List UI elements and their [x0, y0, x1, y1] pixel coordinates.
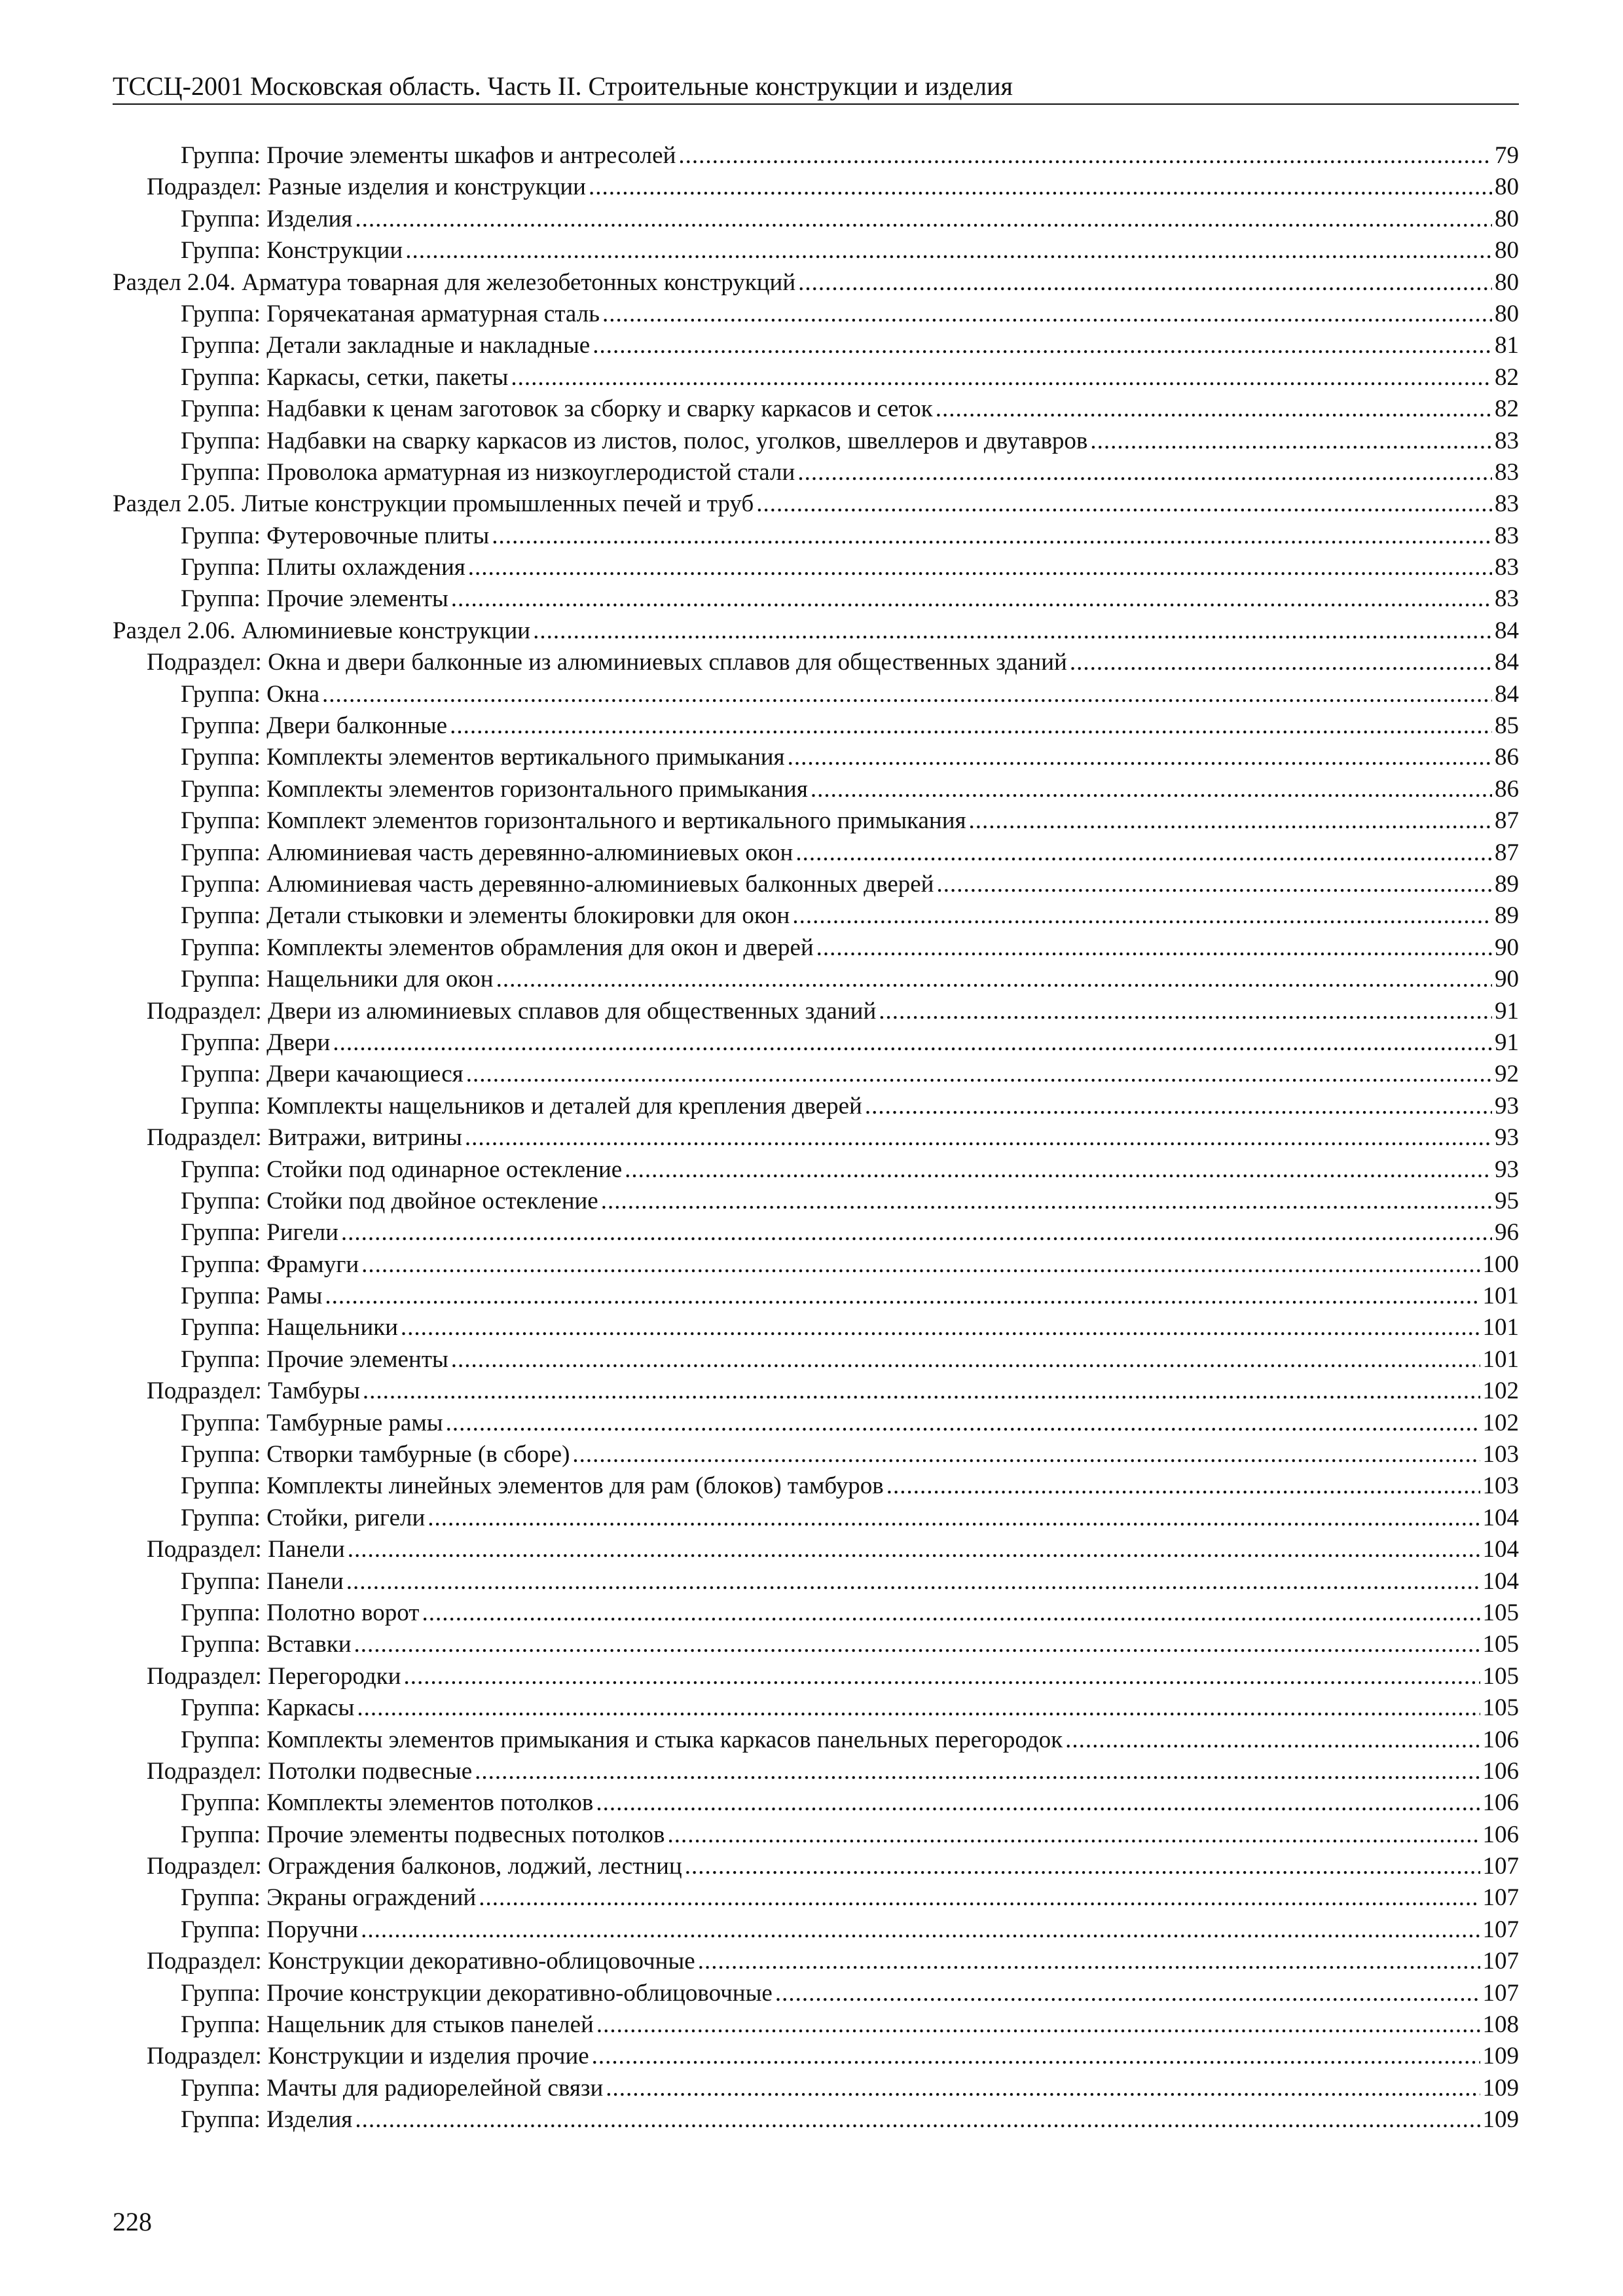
toc-entry-label: Группа: Стойки под двойное остекление — [181, 1187, 598, 1214]
toc-entry-page: 90 — [1495, 934, 1519, 961]
toc-entry[interactable] — [113, 710, 1519, 742]
toc-entry-label: Подраздел: Конструкции и изделия прочие — [147, 2043, 589, 2070]
toc-entry-label: Группа: Комплекты элементов обрамления для окон и дверей — [181, 934, 814, 961]
toc-leader-dots — [475, 1756, 1480, 1787]
toc-entry-label: Группа: Комплекты элементов вертикального примыкания — [181, 744, 785, 771]
toc-entry-page: 93 — [1495, 1092, 1519, 1120]
toc-entry[interactable] — [113, 520, 1519, 552]
toc-leader-dots — [496, 964, 1492, 995]
toc-entry-label: Группа: Экраны ограждений — [181, 1884, 477, 1912]
toc-entry-page: 81 — [1495, 332, 1519, 359]
toc-entry[interactable] — [113, 299, 1519, 330]
toc-entry[interactable] — [113, 996, 1519, 1027]
toc-leader-dots — [592, 2041, 1480, 2072]
toc-entry[interactable] — [113, 1470, 1519, 1502]
toc-entry-page: 83 — [1495, 458, 1519, 486]
toc-entry[interactable] — [113, 964, 1519, 995]
toc-entry-page: 107 — [1482, 1916, 1519, 1943]
toc-entry-page: 100 — [1482, 1250, 1519, 1278]
toc-entry-page: 107 — [1482, 1884, 1519, 1912]
toc-entry-page: 80 — [1495, 237, 1519, 264]
toc-leader-dots — [363, 1376, 1480, 1407]
toc-entry-label: Подраздел: Ограждения балконов, лоджий, лестниц — [147, 1853, 682, 1880]
toc-leader-dots — [678, 140, 1492, 172]
toc-entry[interactable] — [113, 1249, 1519, 1281]
toc-leader-dots — [788, 742, 1492, 773]
toc-entry[interactable] — [113, 1566, 1519, 1597]
toc-entry-page: 84 — [1495, 680, 1519, 708]
toc-leader-dots — [357, 1692, 1480, 1724]
toc-leader-dots — [572, 1439, 1480, 1470]
toc-entry-label: Группа: Плиты охлаждения — [181, 554, 465, 581]
toc-entry[interactable] — [113, 2041, 1519, 2072]
toc-entry-page: 101 — [1482, 1283, 1519, 1310]
toc-entry-label: Группа: Надбавки к ценам заготовок за сборку и сварку каркасов и сеток — [181, 395, 933, 423]
toc-entry[interactable] — [113, 267, 1519, 299]
toc-entry[interactable] — [113, 1978, 1519, 2009]
toc-entry-page: 83 — [1495, 554, 1519, 581]
toc-leader-dots — [798, 267, 1492, 299]
toc-entry[interactable] — [113, 172, 1519, 203]
toc-entry-page: 83 — [1495, 490, 1519, 518]
toc-entry-label: Группа: Окна — [181, 680, 320, 708]
toc-entry-page: 80 — [1495, 173, 1519, 201]
toc-entry[interactable] — [113, 742, 1519, 773]
toc-entry[interactable] — [113, 488, 1519, 520]
toc-leader-dots — [625, 1154, 1492, 1186]
toc-entry-page: 84 — [1495, 649, 1519, 676]
toc-entry-label: Подраздел: Потолки подвесные — [147, 1757, 473, 1785]
toc-entry-label: Группа: Вставки — [181, 1631, 352, 1658]
toc-entry-label: Группа: Комплекты элементов примыкания и стыка каркасов панельных перегородок — [181, 1726, 1063, 1753]
toc-leader-dots — [333, 1027, 1492, 1059]
toc-entry[interactable] — [113, 1281, 1519, 1312]
toc-entry-page: 82 — [1495, 363, 1519, 391]
toc-leader-dots — [341, 1217, 1492, 1248]
toc-entry[interactable] — [113, 583, 1519, 615]
toc-entry-page: 108 — [1482, 2011, 1519, 2039]
toc-entry[interactable] — [113, 1787, 1519, 1819]
toc-leader-dots — [797, 457, 1492, 488]
toc-entry-label: Подраздел: Тамбуры — [147, 1377, 360, 1405]
toc-entry[interactable] — [113, 362, 1519, 393]
toc-entry-label: Группа: Прочие элементы шкафов и антресолей — [181, 142, 676, 169]
toc-entry-label: Группа: Рамы — [181, 1283, 323, 1310]
toc-entry[interactable] — [113, 1217, 1519, 1248]
toc-entry-page: 104 — [1482, 1536, 1519, 1563]
toc-leader-dots — [811, 774, 1492, 805]
toc-entry-label: Подраздел: Конструкции декоративно-облицовочные — [147, 1948, 695, 1975]
toc-entry[interactable] — [113, 1724, 1519, 1756]
toc-leader-dots — [468, 552, 1492, 583]
toc-entry[interactable] — [113, 1819, 1519, 1851]
toc-entry[interactable] — [113, 2104, 1519, 2136]
toc-leader-dots — [886, 1470, 1480, 1502]
toc-leader-dots — [756, 488, 1492, 520]
toc-entry-page: 106 — [1482, 1789, 1519, 1817]
toc-entry-page: 109 — [1482, 2106, 1519, 2134]
toc-entry-page: 90 — [1495, 966, 1519, 993]
toc-entry-label: Группа: Комплекты элементов горизонтального примыкания — [181, 775, 808, 803]
toc-entry-page: 103 — [1482, 1472, 1519, 1500]
toc-entry-page: 103 — [1482, 1441, 1519, 1468]
toc-entry-label: Группа: Конструкции — [181, 237, 403, 264]
toc-entry[interactable] — [113, 1597, 1519, 1629]
toc-leader-dots — [428, 1503, 1480, 1534]
toc-entry-label: Группа: Створки тамбурные (в сборе) — [181, 1441, 570, 1468]
toc-entry[interactable] — [113, 426, 1519, 457]
toc-entry-label: Группа: Тамбурные рамы — [181, 1409, 443, 1436]
toc-entry-label: Группа: Комплекты линейных элементов для рам (блоков) тамбуров — [181, 1472, 884, 1500]
toc-leader-dots — [354, 1629, 1480, 1660]
toc-entry-page: 84 — [1495, 617, 1519, 644]
toc-entry-label: Группа: Нащельники для окон — [181, 966, 494, 993]
toc-entry[interactable] — [113, 647, 1519, 678]
toc-entry[interactable] — [113, 1091, 1519, 1122]
toc-leader-dots — [775, 1978, 1480, 2009]
toc-entry-page: 107 — [1482, 1853, 1519, 1880]
toc-entry-label: Группа: Двери — [181, 1029, 331, 1056]
toc-entry-page: 95 — [1495, 1187, 1519, 1214]
toc-entry-page: 101 — [1482, 1345, 1519, 1373]
toc-entry[interactable] — [113, 1312, 1519, 1343]
toc-leader-dots — [479, 1882, 1480, 1914]
toc-entry-page: 79 — [1495, 142, 1519, 169]
toc-entry-label: Группа: Прочие конструкции декоративно-облицовочные — [181, 1979, 773, 2007]
toc-entry-label: Группа: Изделия — [181, 2106, 353, 2134]
toc-entry[interactable] — [113, 140, 1519, 172]
toc-entry[interactable] — [113, 932, 1519, 964]
toc-leader-dots — [361, 1249, 1480, 1281]
toc-entry-label: Группа: Фрамуги — [181, 1250, 359, 1278]
toc-entry-label: Группа: Прочие элементы — [181, 1345, 448, 1373]
toc-leader-dots — [936, 869, 1492, 900]
toc-leader-dots — [936, 393, 1492, 425]
toc-entry-page: 109 — [1482, 2074, 1519, 2102]
toc-entry-label: Подраздел: Перегородки — [147, 1662, 401, 1690]
toc-entry-page: 83 — [1495, 427, 1519, 454]
toc-leader-dots — [346, 1566, 1480, 1597]
toc-entry[interactable] — [113, 805, 1519, 837]
toc-entry[interactable] — [113, 900, 1519, 932]
toc-leader-dots — [465, 1122, 1492, 1154]
toc-entry-label: Раздел 2.06. Алюминиевые конструкции — [113, 617, 531, 644]
document-title: ТССЦ-2001 Московская область. Часть II. Строительные конструкции и изделия — [113, 71, 1013, 101]
toc-entry-page: 105 — [1482, 1631, 1519, 1658]
toc-entry-page: 91 — [1495, 1029, 1519, 1056]
toc-leader-dots — [589, 172, 1492, 203]
toc-entry[interactable] — [113, 235, 1519, 266]
toc-entry[interactable] — [113, 679, 1519, 710]
toc-entry-page: 106 — [1482, 1726, 1519, 1753]
toc-entry-label: Группа: Ригели — [181, 1219, 338, 1247]
toc-entry[interactable] — [113, 774, 1519, 805]
toc-leader-dots — [606, 2073, 1480, 2104]
toc-entry-page: 85 — [1495, 712, 1519, 740]
toc-entry-page: 105 — [1482, 1599, 1519, 1626]
toc-entry-label: Группа: Детали стыковки и элементы блокировки для окон — [181, 902, 790, 930]
toc-entry-label: Раздел 2.05. Литые конструкции промышленных печей и труб — [113, 490, 754, 518]
toc-entry[interactable] — [113, 1186, 1519, 1217]
toc-leader-dots — [795, 837, 1492, 869]
toc-leader-dots — [446, 1408, 1480, 1439]
toc-leader-dots — [668, 1819, 1480, 1851]
toc-entry[interactable] — [113, 837, 1519, 869]
toc-entry[interactable] — [113, 869, 1519, 900]
toc-leader-dots — [450, 710, 1492, 742]
toc-entry-page: 89 — [1495, 870, 1519, 898]
toc-entry-page: 86 — [1495, 775, 1519, 803]
toc-leader-dots — [1065, 1724, 1480, 1756]
toc-entry-label: Группа: Стойки, ригели — [181, 1504, 426, 1531]
toc-entry-label: Группа: Прочие элементы подвесных потолков — [181, 1821, 665, 1848]
toc-entry-page: 104 — [1482, 1504, 1519, 1531]
toc-leader-dots — [865, 1091, 1492, 1122]
toc-entry-label: Группа: Каркасы — [181, 1694, 355, 1722]
toc-entry-page: 106 — [1482, 1821, 1519, 1848]
toc-entry-label: Группа: Полотно ворот — [181, 1599, 420, 1626]
toc-entry-label: Группа: Алюминиевая часть деревянно-алюминиевых балконных дверей — [181, 870, 934, 898]
toc-leader-dots — [466, 1059, 1492, 1090]
toc-leader-dots — [451, 583, 1492, 615]
toc-entry-page: 105 — [1482, 1662, 1519, 1690]
toc-entry-label: Группа: Двери балконные — [181, 712, 448, 740]
toc-entry-label: Подраздел: Двери из алюминиевых сплавов для общественных зданий — [147, 997, 877, 1025]
toc-entry-label: Группа: Горячекатаная арматурная сталь — [181, 300, 600, 327]
toc-leader-dots — [596, 1787, 1480, 1819]
toc-leader-dots — [698, 1946, 1480, 1977]
toc-leader-dots — [355, 204, 1492, 235]
toc-entry-page: 93 — [1495, 1124, 1519, 1152]
toc-entry-label: Группа: Алюминиевая часть деревянно-алюминиевых окон — [181, 839, 793, 866]
toc-entry-label: Группа: Детали закладные и накладные — [181, 332, 591, 359]
toc-entry-label: Группа: Поручни — [181, 1916, 359, 1943]
toc-entry-label: Группа: Каркасы, сетки, пакеты — [181, 363, 509, 391]
toc-leader-dots — [816, 932, 1492, 964]
toc-entry-page: 107 — [1482, 1979, 1519, 2007]
toc-leader-dots — [451, 1344, 1480, 1376]
toc-leader-dots — [492, 520, 1492, 552]
toc-leader-dots — [403, 1661, 1480, 1692]
toc-entry[interactable] — [113, 330, 1519, 361]
toc-leader-dots — [879, 996, 1492, 1027]
toc-entry-page: 89 — [1495, 902, 1519, 930]
page-header — [113, 68, 1519, 105]
toc-entry-label: Подраздел: Панели — [147, 1536, 345, 1563]
toc-entry-page: 109 — [1482, 2043, 1519, 2070]
toc-entry-label: Подраздел: Витражи, витрины — [147, 1124, 462, 1152]
toc-entry-page: 91 — [1495, 997, 1519, 1025]
toc-entry[interactable] — [113, 393, 1519, 425]
toc-entry[interactable] — [113, 2009, 1519, 2041]
toc-entry-label: Подраздел: Разные изделия и конструкции — [147, 173, 586, 201]
toc-leader-dots — [511, 362, 1492, 393]
toc-entry-page: 80 — [1495, 205, 1519, 232]
toc-entry-page: 92 — [1495, 1061, 1519, 1088]
toc-leader-dots — [601, 1186, 1492, 1217]
toc-entry[interactable] — [113, 615, 1519, 647]
page-number: 228 — [113, 2207, 152, 2236]
toc-entry[interactable] — [113, 552, 1519, 583]
toc-leader-dots — [1090, 426, 1492, 457]
toc-entry-label: Группа: Панели — [181, 1567, 344, 1595]
toc-leader-dots — [361, 1914, 1480, 1946]
toc-entry-page: 80 — [1495, 300, 1519, 327]
toc-entry-label: Группа: Комплект элементов горизонтального и вертикального примыкания — [181, 807, 966, 835]
toc-entry[interactable] — [113, 1154, 1519, 1186]
toc-entry-label: Группа: Нащельник для стыков панелей — [181, 2011, 594, 2039]
toc-entry-page: 86 — [1495, 744, 1519, 771]
toc-entry[interactable] — [113, 1692, 1519, 1724]
toc-entry-label: Группа: Комплекты нащельников и деталей для крепления дверей — [181, 1092, 862, 1120]
toc-entry-label: Группа: Проволока арматурная из низкоуглеродистой стали — [181, 458, 795, 486]
toc-leader-dots — [969, 805, 1492, 837]
toc-entry[interactable] — [113, 1661, 1519, 1692]
toc-entry-page: 83 — [1495, 585, 1519, 613]
toc-entry[interactable] — [113, 1408, 1519, 1439]
toc-leader-dots — [596, 2009, 1480, 2041]
toc-entry-page: 83 — [1495, 522, 1519, 549]
toc-entry-page: 87 — [1495, 807, 1519, 835]
toc-entry-label: Группа: Надбавки на сварку каркасов из листов, полос, уголков, швеллеров и двутавров — [181, 427, 1088, 454]
toc-entry-page: 96 — [1495, 1219, 1519, 1247]
toc-entry-page: 102 — [1482, 1409, 1519, 1436]
toc-entry-page: 104 — [1482, 1567, 1519, 1595]
toc-entry-page: 105 — [1482, 1694, 1519, 1722]
toc-entry[interactable] — [113, 1534, 1519, 1565]
toc-leader-dots — [422, 1597, 1480, 1629]
toc-entry-label: Подраздел: Окна и двери балконные из алюминиевых сплавов для общественных зданий — [147, 649, 1067, 676]
toc-entry-label: Группа: Прочие элементы — [181, 585, 448, 613]
toc-entry-page: 102 — [1482, 1377, 1519, 1405]
toc-entry-page: 82 — [1495, 395, 1519, 423]
toc-entry-label: Группа: Футеровочные плиты — [181, 522, 490, 549]
toc-entry[interactable] — [113, 1122, 1519, 1154]
toc-entry-label: Группа: Двери качающиеся — [181, 1061, 464, 1088]
toc-entry-label: Группа: Изделия — [181, 205, 353, 232]
toc-leader-dots — [405, 235, 1492, 266]
toc-entry[interactable] — [113, 1914, 1519, 1946]
toc-entry-page: 107 — [1482, 1948, 1519, 1975]
toc-entry-label: Раздел 2.04. Арматура товарная для железобетонных конструкций — [113, 268, 796, 296]
toc-leader-dots — [325, 1281, 1480, 1312]
toc-leader-dots — [593, 330, 1492, 361]
toc-leader-dots — [322, 679, 1492, 710]
table-of-contents — [113, 140, 1519, 2136]
toc-leader-dots — [355, 2104, 1480, 2136]
toc-entry[interactable] — [113, 1344, 1519, 1376]
toc-entry[interactable] — [113, 1503, 1519, 1534]
toc-entry[interactable] — [113, 1059, 1519, 1090]
toc-entry[interactable] — [113, 1882, 1519, 1914]
toc-entry-page: 80 — [1495, 268, 1519, 296]
toc-entry[interactable] — [113, 1439, 1519, 1470]
toc-leader-dots — [602, 299, 1492, 330]
toc-entry[interactable] — [113, 1376, 1519, 1407]
toc-entry-page: 93 — [1495, 1156, 1519, 1183]
toc-leader-dots — [533, 615, 1492, 647]
toc-entry-page: 101 — [1482, 1314, 1519, 1341]
toc-entry[interactable] — [113, 1027, 1519, 1059]
toc-leader-dots — [792, 900, 1492, 932]
toc-leader-dots — [685, 1851, 1480, 1882]
toc-entry-page: 106 — [1482, 1757, 1519, 1785]
toc-entry-label: Группа: Стойки под одинарное остекление — [181, 1156, 623, 1183]
toc-entry[interactable] — [113, 1756, 1519, 1787]
toc-leader-dots — [1070, 647, 1492, 678]
toc-leader-dots — [348, 1534, 1480, 1565]
toc-entry[interactable] — [113, 204, 1519, 235]
toc-entry-label: Группа: Нащельники — [181, 1314, 398, 1341]
toc-entry[interactable] — [113, 457, 1519, 488]
toc-entry[interactable] — [113, 1946, 1519, 1977]
toc-entry[interactable] — [113, 1629, 1519, 1660]
toc-leader-dots — [401, 1312, 1480, 1343]
toc-entry[interactable] — [113, 1851, 1519, 1882]
toc-entry[interactable] — [113, 2073, 1519, 2104]
toc-entry-label: Группа: Комплекты элементов потолков — [181, 1789, 594, 1817]
toc-entry-label: Группа: Мачты для радиорелейной связи — [181, 2074, 604, 2102]
toc-entry-page: 87 — [1495, 839, 1519, 866]
header-divider — [113, 103, 1519, 105]
